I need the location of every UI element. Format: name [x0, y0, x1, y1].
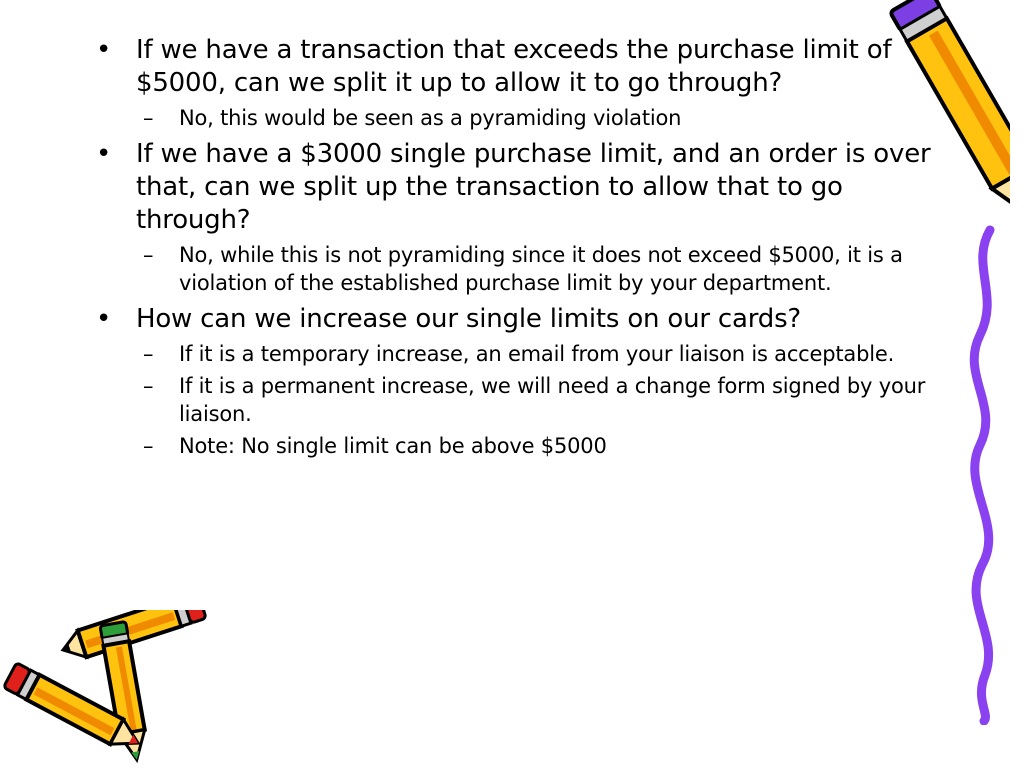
pencil-icon — [850, 0, 1010, 250]
bullet-mark: • — [96, 139, 112, 169]
sub-bullet-mark: – — [143, 342, 154, 366]
bullet-item — [96, 303, 956, 336]
bullet-mark: • — [96, 304, 112, 334]
pencil-icon — [0, 655, 160, 765]
sub-bullet-item — [96, 241, 956, 297]
bullet-text: If we have a transaction that exceeds the purchase limit of $5000, can we split it up to allow it to go through? — [136, 35, 892, 98]
bullet-item — [96, 138, 956, 237]
sub-bullet-item — [96, 104, 956, 132]
bullet-mark: • — [96, 35, 112, 65]
bullet-text: How can we increase our single limits on our cards? — [136, 304, 802, 334]
squiggle-decoration — [960, 225, 1024, 725]
sub-bullet-mark: – — [143, 243, 154, 267]
sub-bullet-text: No, this would be seen as a pyramiding violation — [179, 106, 682, 130]
sub-bullet-item — [96, 372, 956, 428]
sub-bullet-mark: – — [143, 106, 154, 130]
sub-bullet-text: If it is a temporary increase, an email from your liaison is acceptable. — [179, 342, 895, 366]
sub-bullet-mark: – — [143, 434, 154, 458]
sub-bullet-item — [96, 432, 956, 460]
sub-bullet-text: Note: No single limit can be above $5000 — [179, 434, 607, 458]
bullet-text: If we have a $3000 single purchase limit, and an order is over that, can we split up the transaction to allow that to go through? — [136, 139, 931, 235]
bullet-list — [96, 34, 956, 460]
sub-bullet-item — [96, 340, 956, 368]
bullet-item — [96, 34, 956, 100]
sub-bullet-mark: – — [143, 374, 154, 398]
sub-bullet-text: No, while this is not pyramiding since it does not exceed $5000, it is a violation of the established purchase limit by your department. — [179, 243, 903, 295]
sub-bullet-text: If it is a permanent increase, we will need a change form signed by your liaison. — [179, 374, 926, 426]
